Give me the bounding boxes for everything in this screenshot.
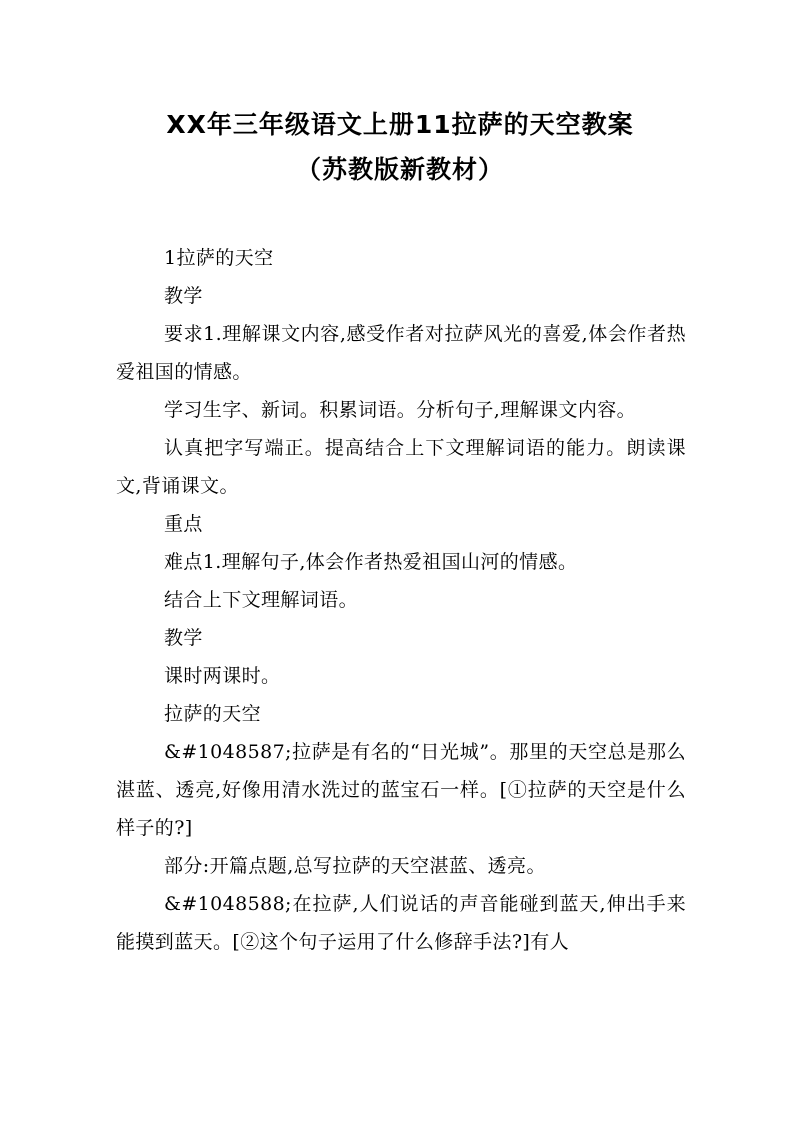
document-body (116, 239, 686, 961)
paragraph-heading-lesson: 1拉萨的天空 (164, 247, 274, 269)
paragraph-class-hours: 课时两课时。 (164, 665, 281, 687)
document-subtitle: （苏教版新教材） (295, 155, 504, 184)
paragraph-requirements: 要求1.理解课文内容,感受作者对拉萨风光的喜爱,体会作者热爱祖国的情感。 (116, 323, 686, 383)
paragraph-teaching: 教学 (164, 285, 203, 307)
paragraph-text-2: &#1048588;在拉萨,人们说话的声音能碰到蓝天,伸出手来能摸到蓝天。[②这个句子运用了什么修辞手法?]有人 (116, 893, 686, 953)
paragraph-lesson-title: 拉萨的天空 (164, 703, 262, 725)
paragraph-section-note: 部分:开篇点题,总写拉萨的天空湛蓝、透亮。 (164, 855, 546, 877)
paragraph-writing: 认真把字写端正。提高结合上下文理解词语的能力。朗读课文,背诵课文。 (116, 437, 686, 497)
paragraph-text-1: &#1048587;拉萨是有名的“日光城”。那里的天空总是那么湛蓝、透亮,好像用清水洗过的蓝宝石一样。[①拉萨的天空是什么样子的?] (116, 741, 686, 839)
document-title: XX年三年级语文上册11拉萨的天空教案 (166, 110, 634, 139)
paragraph-teaching-2: 教学 (164, 627, 203, 649)
paragraph-difficulties: 难点1.理解句子,体会作者热爱祖国山河的情感。 (164, 551, 578, 573)
paragraph-context-words: 结合上下文理解词语。 (164, 589, 359, 611)
paragraph-study-words: 学习生字、新词。积累词语。分析句子,理解课文内容。 (164, 399, 637, 421)
paragraph-key-points: 重点 (164, 513, 203, 535)
